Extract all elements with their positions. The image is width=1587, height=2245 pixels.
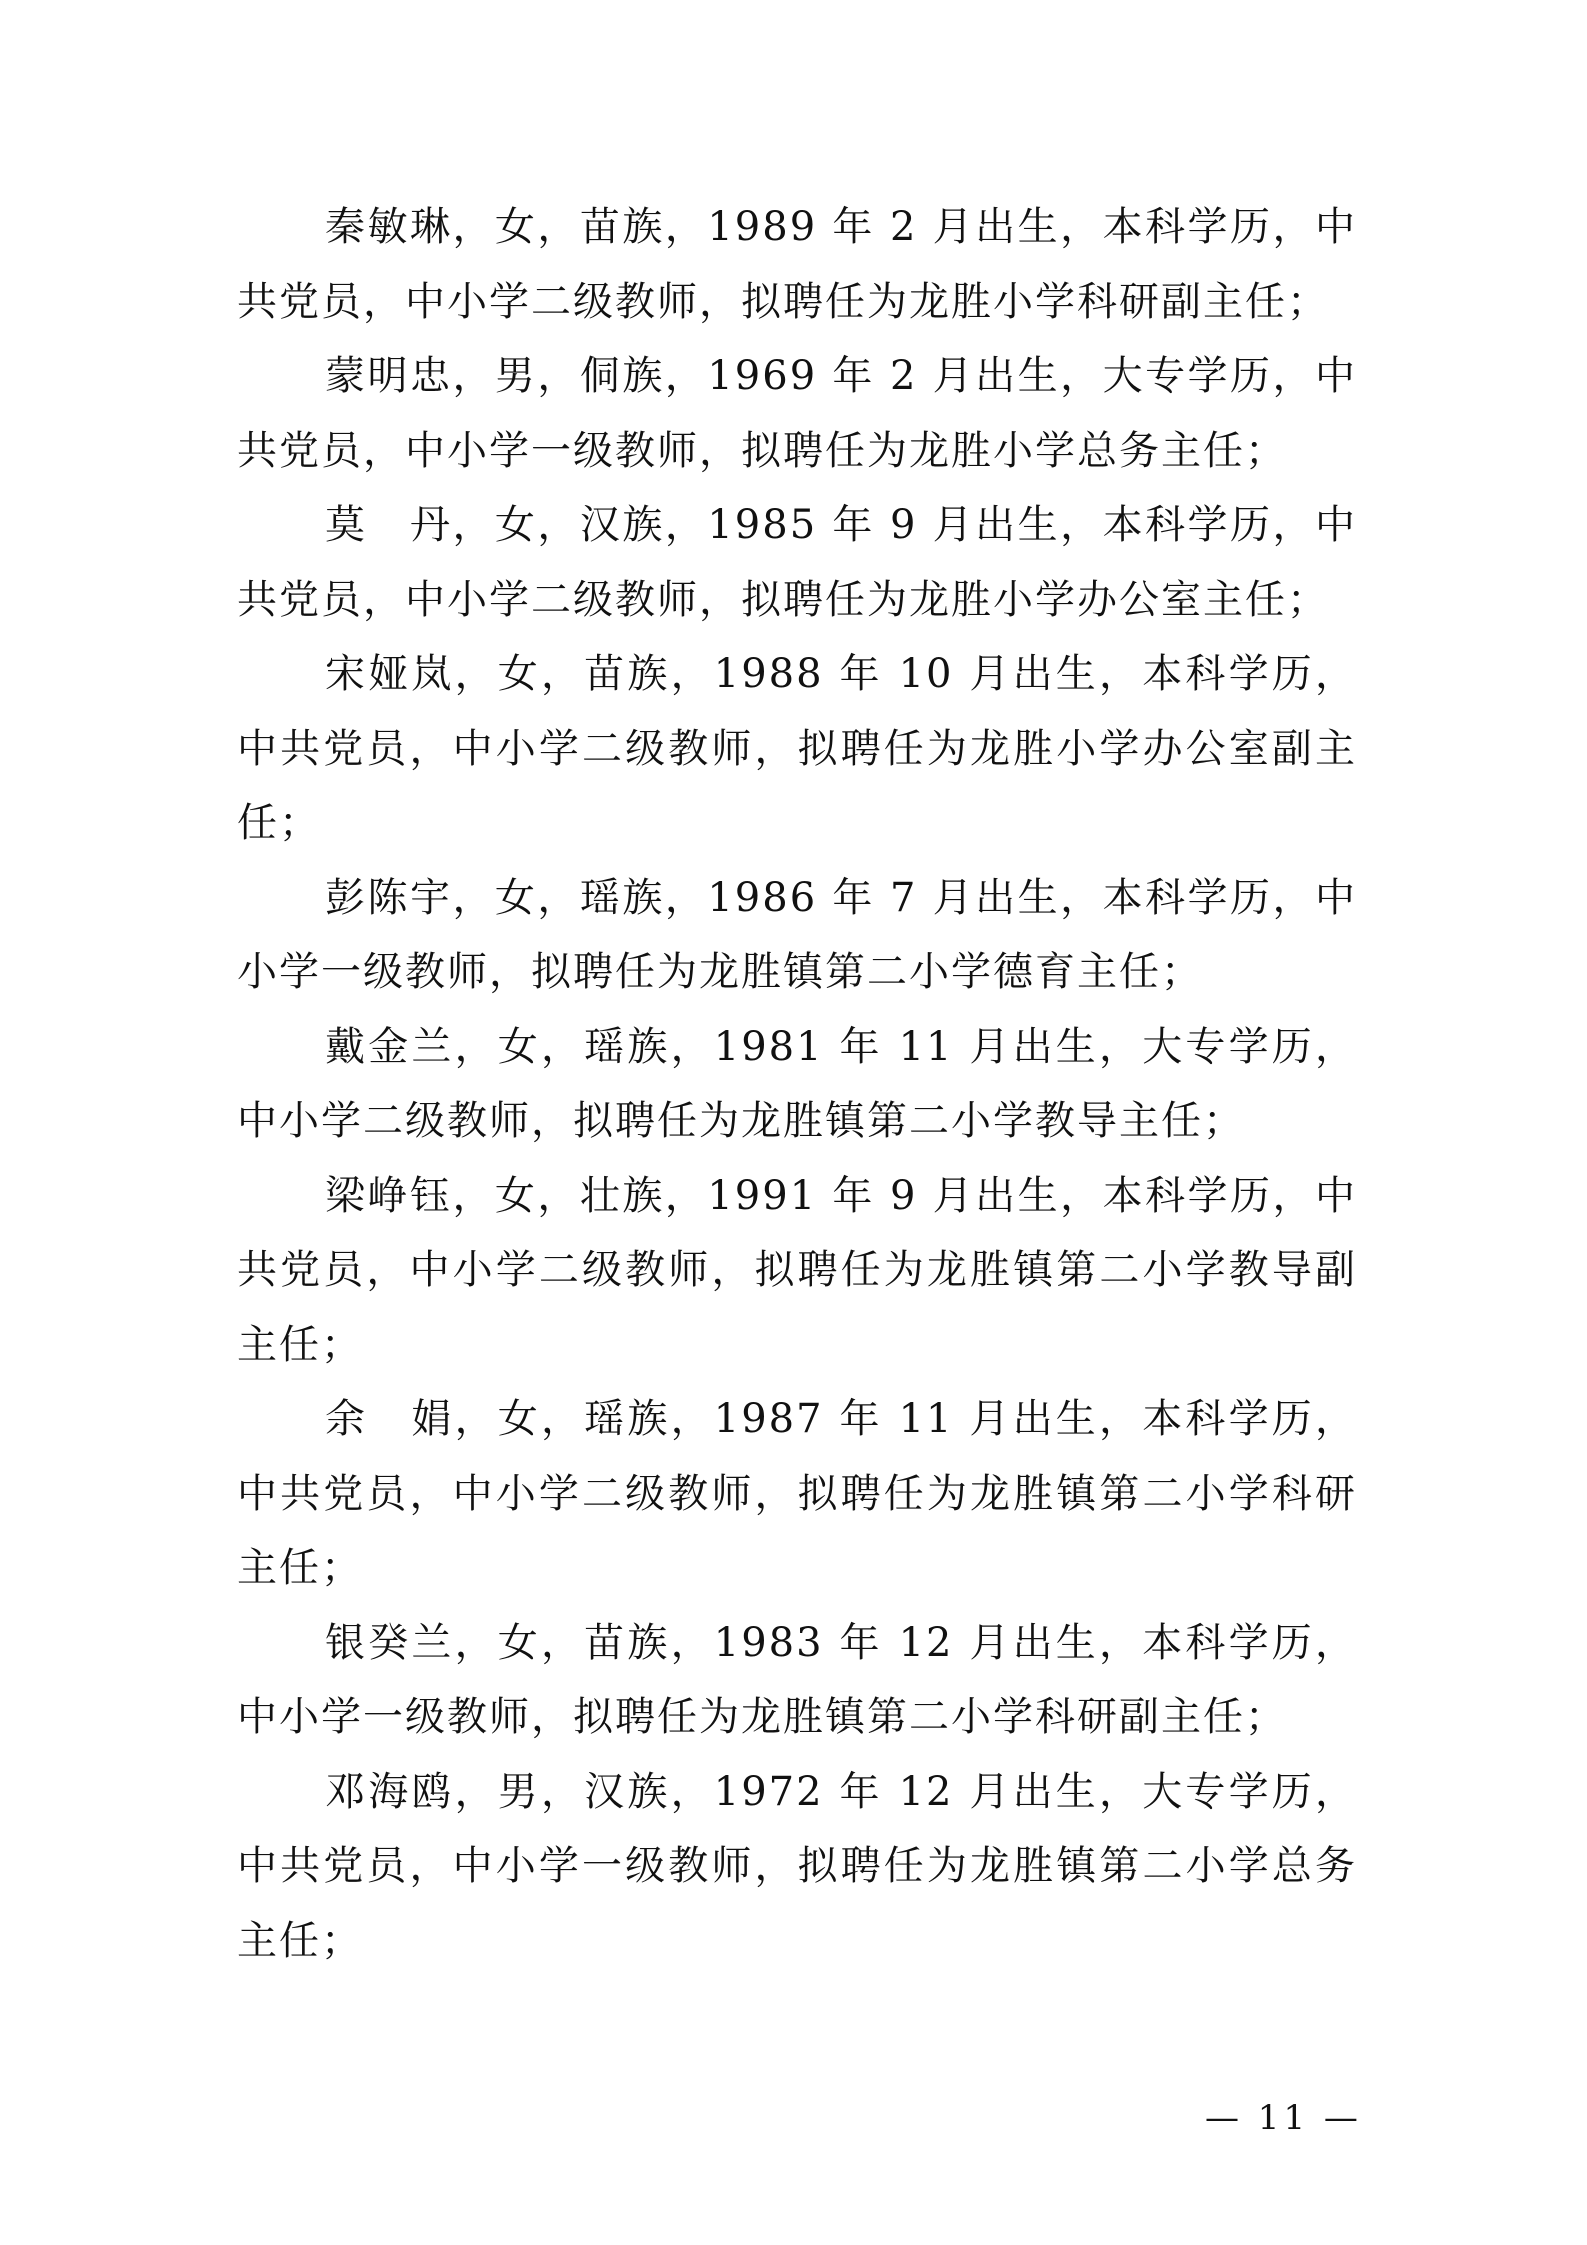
appointment-entry: 彭陈宇，女，瑶族，1986 年 7 月出生，本科学历，中小学一级教师，拟聘任为龙胜镇第二小学德育主任； (237, 874, 1357, 995)
appointment-entry: 梁峥钰，女，壮族，1991 年 9 月出生，本科学历，中共党员，中小学二级教师，拟聘任为龙胜镇第二小学教导副主任； (237, 1172, 1357, 1368)
appointment-entry: 宋娅岚，女，苗族，1988 年 10 月出生，本科学历，中共党员，中小学二级教师，拟聘任为龙胜小学办公室副主任； (237, 651, 1357, 846)
appointment-entry: 戴金兰，女，瑶族，1981 年 11 月出生，大专学历，中小学二级教师，拟聘任为龙胜镇第二小学教导主任； (237, 1023, 1357, 1144)
appointment-entry: 邓海鸥，男，汉族，1972 年 12 月出生，大专学历，中共党员，中小学一级教师，拟聘任为龙胜镇第二小学总务主任； (237, 1768, 1357, 1964)
appointment-entry: 余 娟，女，瑶族，1987 年 11 月出生，本科学历，中共党员，中小学二级教师，拟聘任为龙胜镇第二小学科研主任； (237, 1396, 1357, 1591)
appointment-entry: 银癸兰，女，苗族，1983 年 12 月出生，本科学历，中小学一级教师，拟聘任为龙胜镇第二小学科研副主任； (237, 1619, 1357, 1740)
document-body (237, 190, 1357, 1978)
appointment-entry: 秦敏琳，女，苗族，1989 年 2 月出生，本科学历，中共党员，中小学二级教师，拟聘任为龙胜小学科研副主任； (237, 204, 1357, 325)
appointment-entry: 蒙明忠，男，侗族，1969 年 2 月出生，大专学历，中共党员，中小学一级教师，拟聘任为龙胜小学总务主任； (237, 353, 1357, 474)
page-number: — 11 — (1205, 2098, 1362, 2138)
appointment-entry: 莫 丹，女，汉族，1985 年 9 月出生，本科学历，中共党员，中小学二级教师，拟聘任为龙胜小学办公室主任； (237, 502, 1357, 623)
